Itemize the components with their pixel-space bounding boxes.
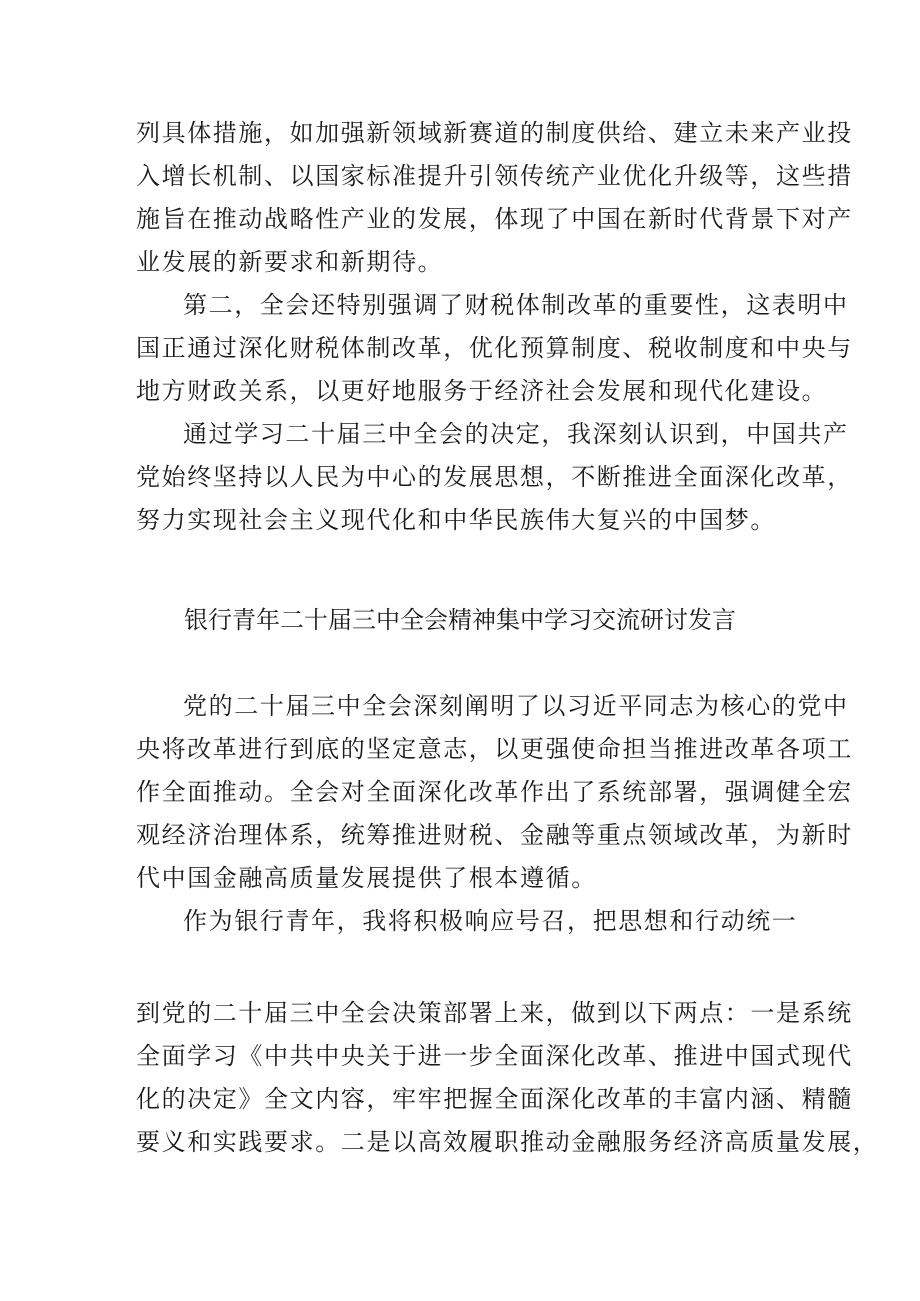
paragraph-4-line-5: 代中国金融高质量发展提供了根本遵循。	[136, 864, 597, 892]
paragraph-6-line-3: 化的决定》全文内容，牢牢把握全面深化改革的丰富内涵、精髓	[136, 1085, 853, 1113]
section-heading: 银行青年二十届三中全会精神集中学习交流研讨发言	[184, 606, 736, 634]
paragraph-6-line-4: 要义和实践要求。二是以高效履职推动金融服务经济高质量发展，	[136, 1128, 879, 1156]
paragraph-4-line-3: 作全面推动。全会对全面深化改革作出了系统部署，强调健全宏	[136, 778, 853, 806]
paragraph-1-line-2: 入增长机制、以国家标准提升引领传统产业优化升级等，这些措	[136, 162, 853, 190]
paragraph-4-line-2: 央将改革进行到底的坚定意志，以更强使命担当推进改革各项工	[136, 735, 853, 763]
paragraph-1-line-3: 施旨在推动战略性产业的发展，体现了中国在新时代背景下对产	[136, 205, 853, 233]
paragraph-4-line-1: 党的二十届三中全会深刻阐明了以习近平同志为核心的党中	[183, 692, 849, 720]
paragraph-1-line-4: 业发展的新要求和新期待。	[136, 248, 444, 276]
paragraph-3-line-3: 努力实现社会主义现代化和中华民族伟大复兴的中国梦。	[136, 506, 776, 534]
paragraph-6-line-1: 到党的二十届三中全会决策部署上来，做到以下两点：一是系统	[136, 999, 853, 1027]
paragraph-4-line-4: 观经济治理体系，统筹推进财税、金融等重点领域改革，为新时	[136, 821, 853, 849]
paragraph-3-line-1: 通过学习二十届三中全会的决定，我深刻认识到，中国共产	[183, 420, 849, 448]
paragraph-5-line-1: 作为银行青年，我将积极响应号召，把思想和行动统一	[183, 907, 798, 935]
paragraph-3-line-2: 党始终坚持以人民为中心的发展思想，不断推进全面深化改革，	[136, 463, 853, 491]
paragraph-6-line-2: 全面学习《中共中央关于进一步全面深化改革、推进中国式现代	[136, 1042, 853, 1070]
paragraph-1-line-1: 列具体措施，如加强新领域新赛道的制度供给、建立未来产业投	[136, 119, 853, 147]
paragraph-2-line-1: 第二，全会还特别强调了财税体制改革的重要性，这表明中	[183, 291, 849, 319]
paragraph-2-line-3: 地方财政关系，以更好地服务于经济社会发展和现代化建设。	[136, 377, 828, 405]
paragraph-2-line-2: 国正通过深化财税体制改革，优化预算制度、税收制度和中央与	[136, 334, 853, 362]
